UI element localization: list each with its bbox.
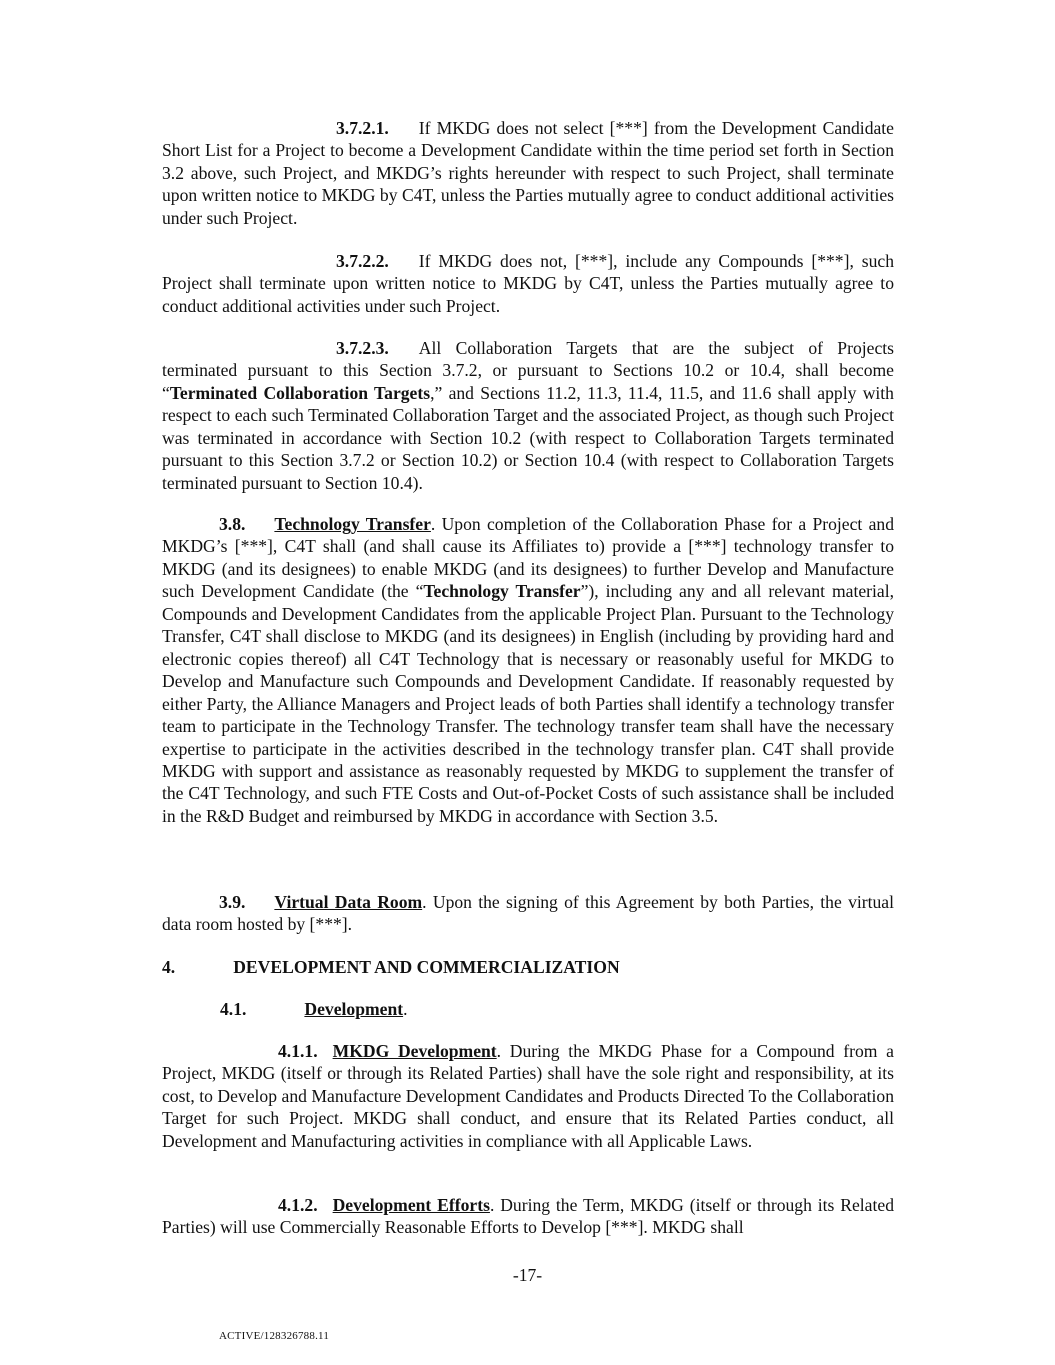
section-3-8 (162, 513, 894, 827)
defined-term: Terminated Collaboration Targets (169, 382, 431, 403)
section-number: 3.7.2.3. (336, 338, 389, 358)
section-number: 4.1. (220, 999, 247, 1019)
article-number: 4. (162, 957, 176, 977)
section-3-7-2-2 (162, 250, 894, 317)
section-number: 3.7.2.1. (336, 118, 389, 138)
section-text: . Upon the signing of this Agreement by both Parties, the virtual data room hosted by [***]. (162, 892, 894, 935)
section-4-1-1 (162, 1040, 894, 1152)
heading-period: . (403, 999, 408, 1019)
section-text: . During the Term, MKDG (itself or through its Related Parties) will use Commercially Reasonable Efforts to Develop [***]. MKDG shall (162, 1195, 894, 1238)
section-number: 3.8. (219, 514, 246, 534)
section-text: . Upon completion of the Collaboration Phase for a Project and MKDG’s [***], C4T shall (and shall cause its Affiliates to) provide a [***] technology transfer to MKDG (and its designees) to enable MKDG (and its designees) to further Develop and Manufacture such Development Candidate (the “ (162, 514, 895, 602)
section-3-9 (162, 891, 894, 936)
section-heading: Development Efforts (332, 1195, 490, 1215)
page-number: -17- (512, 1265, 543, 1285)
section-number: 3.9. (219, 892, 246, 912)
document-footer-id: ACTIVE/128326788.11 (219, 1330, 330, 1342)
section-text: ”), including any and all relevant material, Compounds and Development Candidates from the applicable Project Plan. Pursuant to the Technology Transfer, C4T shall disclose to MKDG (and its designees) in English (including by providing hard and electronic copies thereof) all C4T Technology that is necessary or reasonably useful for MKDG to Develop and Manufacture such Compounds and Development Candidate. If reasonably requested by either Party, the Alliance Managers and Project leads of both Parties shall identify a technology transfer team to participate in the Technology Transfer. The technology transfer team shall have the necessary expertise to participate in the activities described in the technology transfer plan. C4T shall provide MKDG with support and assistance as reasonably requested by MKDG to supplement the transfer of the C4T Technology, and such FTE Costs and Out-of-Pocket Costs of such assistance shall be included in the R&D Budget and reimbursed by MKDG in accordance with Section 3.5. (162, 581, 895, 826)
section-text: . During the MKDG Phase for a Compound from a Project, MKDG (itself or through its Related Parties) shall have the sole right and responsibility, at its cost, to Develop and Manufacture Development Candidates and Products Directed To the Collaboration Target for such Project. MKDG shall conduct, and ensure that its Related Parties conduct, all Development and Manufacturing activities in compliance with all Applicable Laws. (162, 1041, 894, 1151)
section-3-7-2-3 (162, 337, 894, 494)
section-heading: Technology Transfer (274, 514, 431, 534)
section-text: If MKDG does not select [***] from the Development Candidate Short List for a Project to become a Development Candidate within the time period set forth in Section 3.2 above, such Project, and MKDG’s rights hereunder with respect to such Project, shall terminate upon written notice to MKDG by C4T, unless the Parties mutually agree to conduct additional activities under such Project. (162, 118, 894, 228)
section-text: All Collaboration Targets that are the subject of Projects terminated pursuant to this Section 3.7.2, or pursuant to Sections 10.2 or 10.4, shall become “ (162, 338, 894, 403)
section-number: 4.1.1. (278, 1041, 318, 1061)
section-heading: Development (304, 999, 404, 1019)
section-heading: MKDG Development (332, 1041, 497, 1061)
section-number: 3.7.2.2. (336, 251, 389, 271)
section-number: 4.1.2. (278, 1195, 318, 1215)
section-3-7-2-1 (162, 117, 894, 229)
defined-term: Technology Transfer (423, 581, 581, 602)
section-4-1-2 (162, 1194, 894, 1239)
section-text: ,” and Sections 11.2, 11.3, 11.4, 11.5, and 11.6 shall apply with respect to each such Terminated Collaboration Target and the associated Project, as though such Project was terminated in accordance with Section 10.2 (with respect to Collaboration Targets terminated pursuant to this Section 3.7.2 or Section 10.2) or Section 10.4 (with respect to Collaboration Targets terminated pursuant to Section 10.4). (162, 382, 894, 493)
article-4-heading (162, 956, 620, 978)
section-text: If MKDG does not, [***], include any Compounds [***], such Project shall terminate upon written notice to MKDG by C4T, unless the Parties mutually agree to conduct additional activities under such Project. (162, 251, 894, 316)
section-4-1-heading (220, 998, 408, 1020)
article-title: DEVELOPMENT AND COMMERCIALIZATION (233, 957, 620, 977)
section-heading: Virtual Data Room (274, 892, 423, 912)
